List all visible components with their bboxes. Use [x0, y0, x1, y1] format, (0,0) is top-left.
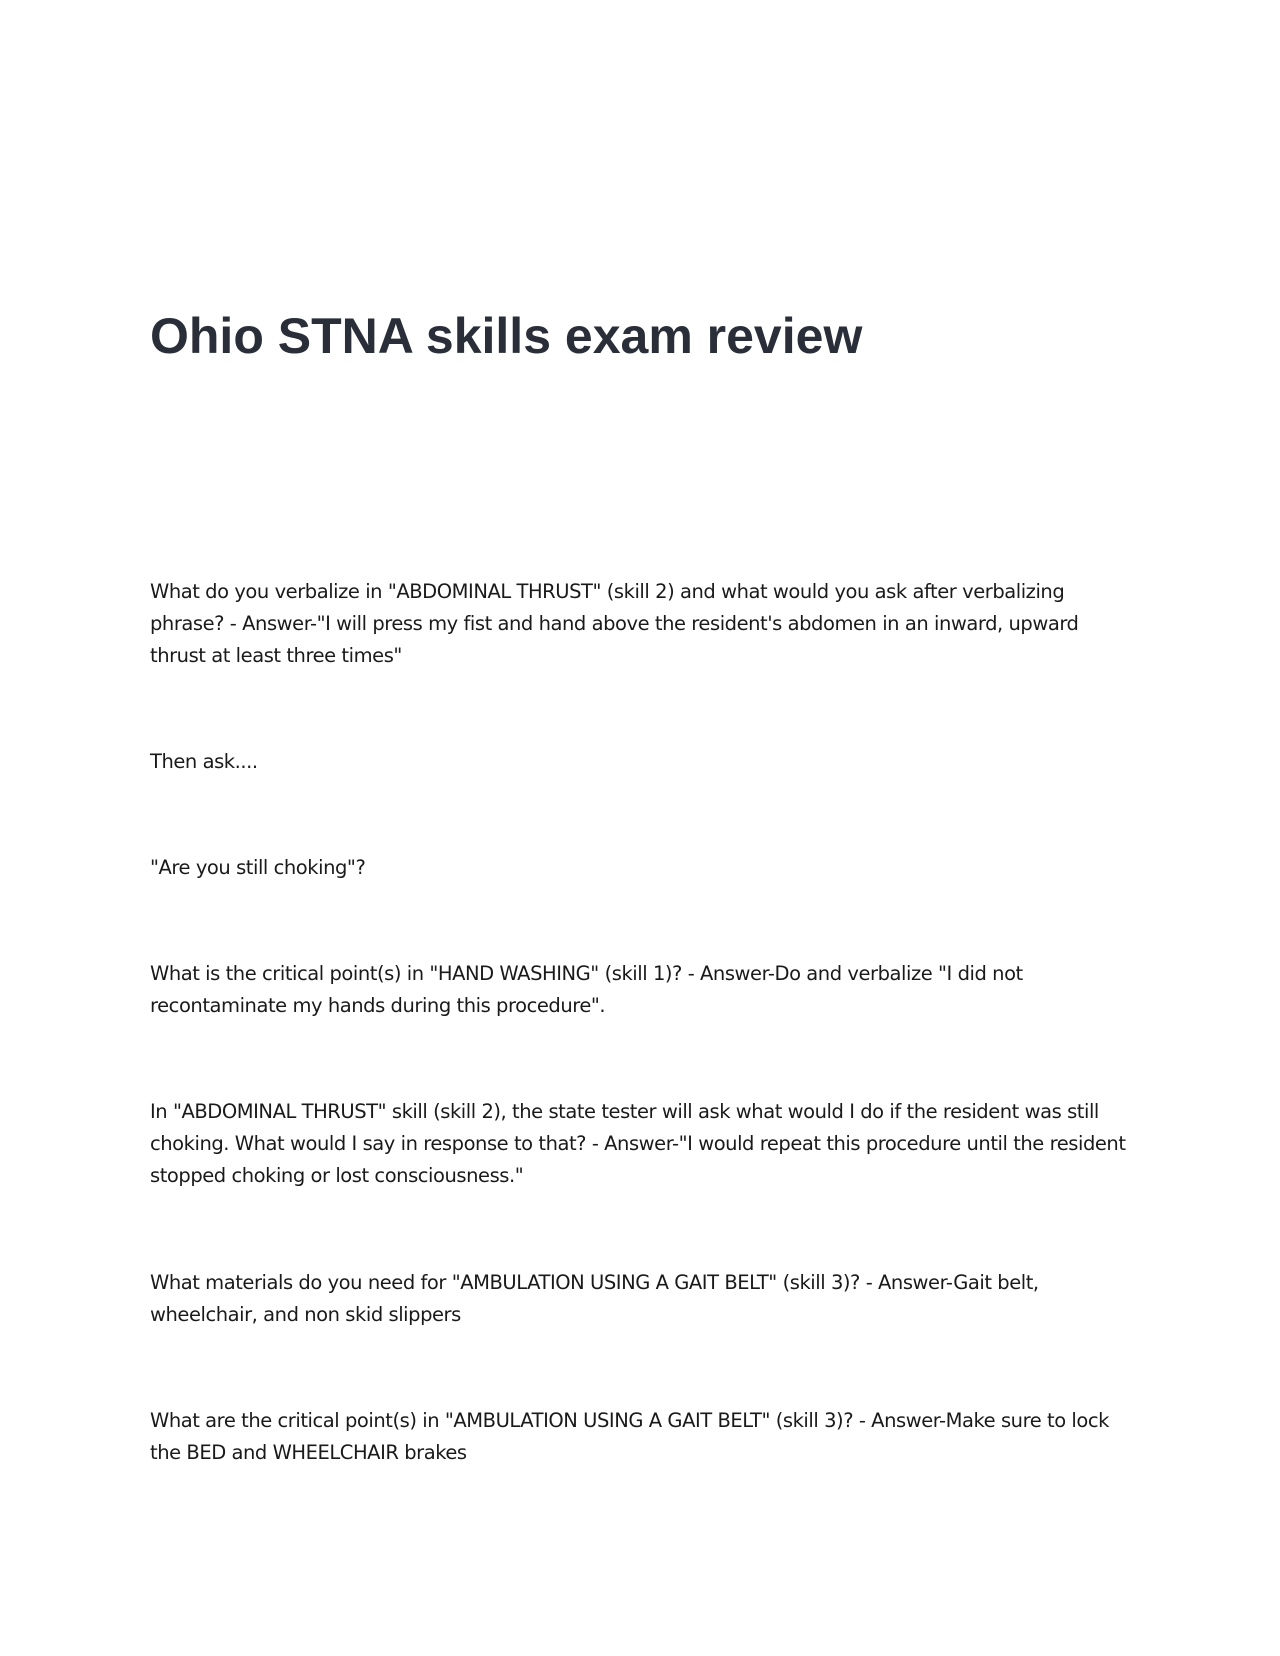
qa-paragraph-abdominal-thrust-verbalize: What do you verbalize in "ABDOMINAL THRUST" (skill 2) and what would you ask after verbalizing phrase? - Answer-"I will press my fist and hand above the resident's abdomen in an inward, upward thrust at least three times" [150, 580, 1079, 667]
paragraph-then-ask: Then ask.... [150, 750, 258, 773]
document-title: Ohio STNA skills exam review [150, 308, 863, 364]
paragraph-still-choking-question: "Are you still choking"? [150, 856, 366, 879]
qa-paragraph-abdominal-thrust-response: In "ABDOMINAL THRUST" skill (skill 2), the state tester will ask what would I do if the resident was still choking. What would I say in response to that? - Answer-"I would repeat this procedure until the resident stopped choking or lost consciousness." [150, 1100, 1126, 1187]
qa-paragraph-gait-belt-critical-points: What are the critical point(s) in "AMBULATION USING A GAIT BELT" (skill 3)? - Answer-Make sure to lock the BED and WHEELCHAIR brakes [150, 1409, 1109, 1464]
qa-paragraph-gait-belt-materials: What materials do you need for "AMBULATION USING A GAIT BELT" (skill 3)? - Answer-Gait belt, wheelchair, and non skid slippers [150, 1271, 1039, 1326]
qa-paragraph-hand-washing: What is the critical point(s) in "HAND WASHING" (skill 1)? - Answer-Do and verbalize "I did not recontaminate my hands during this procedure". [150, 962, 1023, 1017]
